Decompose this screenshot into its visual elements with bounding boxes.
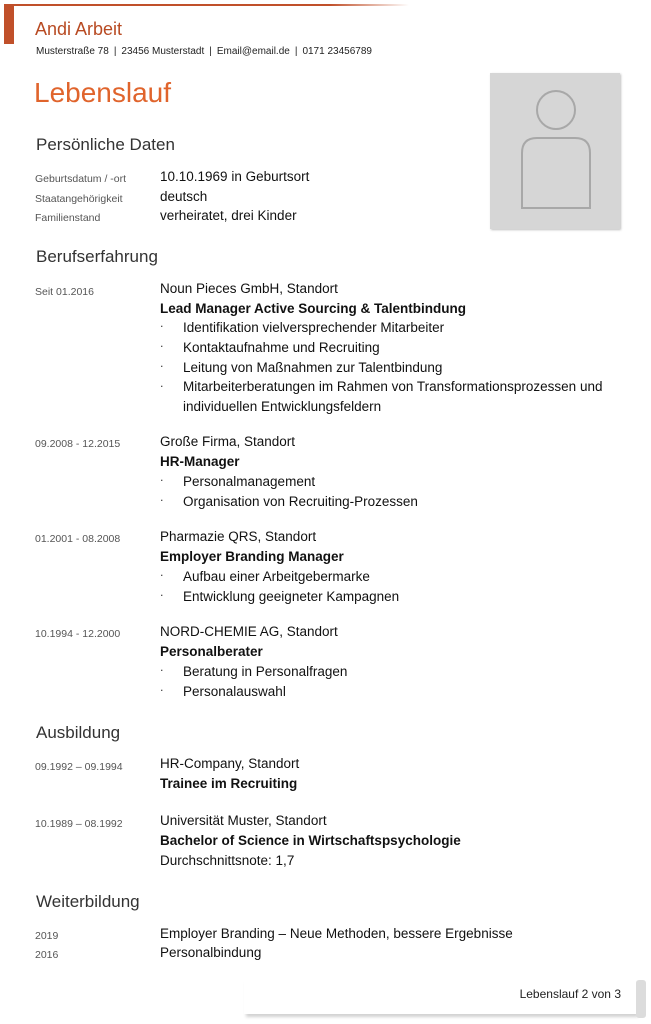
section-title-education: Ausbildung — [36, 723, 121, 742]
contact-street: Musterstraße 78 — [36, 46, 109, 57]
label-birth: Geburtsdatum / -ort — [35, 173, 127, 185]
job-bullet: Personalauswahl — [183, 684, 286, 699]
job-role: Personalberater — [160, 644, 263, 659]
job-company: Pharmazie QRS, Standort — [160, 529, 317, 544]
job-bullet: Personalmanagement — [183, 474, 316, 489]
job-bullet: Leitung von Maßnahmen zur Talentbindung — [183, 360, 443, 375]
training-title: Employer Branding – Neue Methoden, bessere Ergebnisse — [160, 926, 513, 941]
job-bullet-continuation: individuellen Entwicklungsfeldern — [183, 399, 382, 414]
job-company: Große Firma, Standort — [160, 434, 296, 449]
job-bullet: Entwicklung geeigneter Kampagnen — [183, 589, 400, 604]
education-date: 09.1992 – 09.1994 — [35, 761, 123, 773]
accent-bar — [4, 4, 14, 44]
bullet-marker: ‧ — [160, 381, 164, 393]
page-number: Lebenslauf 2 von 3 — [519, 987, 621, 1001]
training-year: 2019 — [35, 930, 59, 942]
job-bullet: Aufbau einer Arbeitgebermarke — [183, 569, 370, 584]
job-bullet: Kontaktaufnahme und Recruiting — [183, 340, 380, 355]
job-bullet: Mitarbeiterberatungen im Rahmen von Transformationsprozessen und — [183, 379, 603, 394]
job-date: 01.2001 - 08.2008 — [35, 533, 121, 545]
job-bullet: Beratung in Personalfragen — [183, 664, 348, 679]
value-nationality: deutsch — [160, 189, 208, 204]
training-title: Personalbindung — [160, 945, 262, 960]
job-role: HR-Manager — [160, 454, 240, 469]
contact-city: 23456 Musterstadt — [121, 46, 205, 57]
job-bullet: Identifikation vielversprechender Mitarbeiter — [183, 320, 445, 335]
education-institution: HR-Company, Standort — [160, 756, 300, 771]
bullet-marker: ‧ — [160, 570, 164, 582]
contact-separator: | — [113, 46, 117, 57]
value-family-status: verheiratet, drei Kinder — [160, 208, 297, 223]
education-degree: Bachelor of Science in Wirtschaftspsychologie — [160, 833, 461, 848]
education-degree: Trainee im Recruiting — [160, 776, 298, 791]
job-date: 09.2008 - 12.2015 — [35, 438, 121, 450]
section-title-training: Weiterbildung — [36, 892, 140, 911]
bullet-marker: ‧ — [160, 341, 164, 353]
person-placeholder-icon — [490, 73, 620, 229]
accent-line — [14, 4, 409, 6]
bullet-marker: ‧ — [160, 321, 164, 333]
bullet-marker: ‧ — [160, 685, 164, 697]
job-bullet: Organisation von Recruiting-Prozessen — [183, 494, 418, 509]
contact-email: Email@email.de — [216, 46, 290, 57]
bullet-marker: ‧ — [160, 475, 164, 487]
job-company: NORD-CHEMIE AG, Standort — [160, 624, 338, 639]
job-date: 10.1994 - 12.2000 — [35, 628, 121, 640]
document-title: Lebenslauf — [34, 77, 172, 108]
job-date: Seit 01.2016 — [35, 286, 94, 298]
education-grade: Durchschnittsnote: 1,7 — [160, 853, 295, 868]
scroll-handle[interactable] — [636, 980, 646, 1018]
value-birth: 10.10.1969 in Geburtsort — [160, 169, 310, 184]
section-title-experience: Berufserfahrung — [36, 247, 158, 266]
education-date: 10.1989 – 08.1992 — [35, 818, 123, 830]
job-role: Employer Branding Manager — [160, 549, 344, 564]
label-family-status: Familienstand — [35, 212, 101, 224]
education-institution: Universität Muster, Standort — [160, 813, 327, 828]
bullet-marker: ‧ — [160, 665, 164, 677]
photo-placeholder — [490, 73, 620, 229]
applicant-name: Andi Arbeit — [35, 19, 123, 39]
section-title-personal: Persönliche Daten — [36, 135, 175, 154]
contact-separator: | — [294, 46, 298, 57]
label-nationality: Staatangehörigkeit — [35, 193, 123, 205]
contact-line — [36, 46, 372, 57]
contact-phone: 0171 23456789 — [302, 46, 372, 57]
bullet-marker: ‧ — [160, 495, 164, 507]
bullet-marker: ‧ — [160, 361, 164, 373]
job-role: Lead Manager Active Sourcing & Talentbindung — [160, 301, 467, 316]
training-year: 2016 — [35, 949, 59, 961]
bullet-marker: ‧ — [160, 590, 164, 602]
job-company: Noun Pieces GmbH, Standort — [160, 281, 338, 296]
contact-separator: | — [209, 46, 212, 57]
